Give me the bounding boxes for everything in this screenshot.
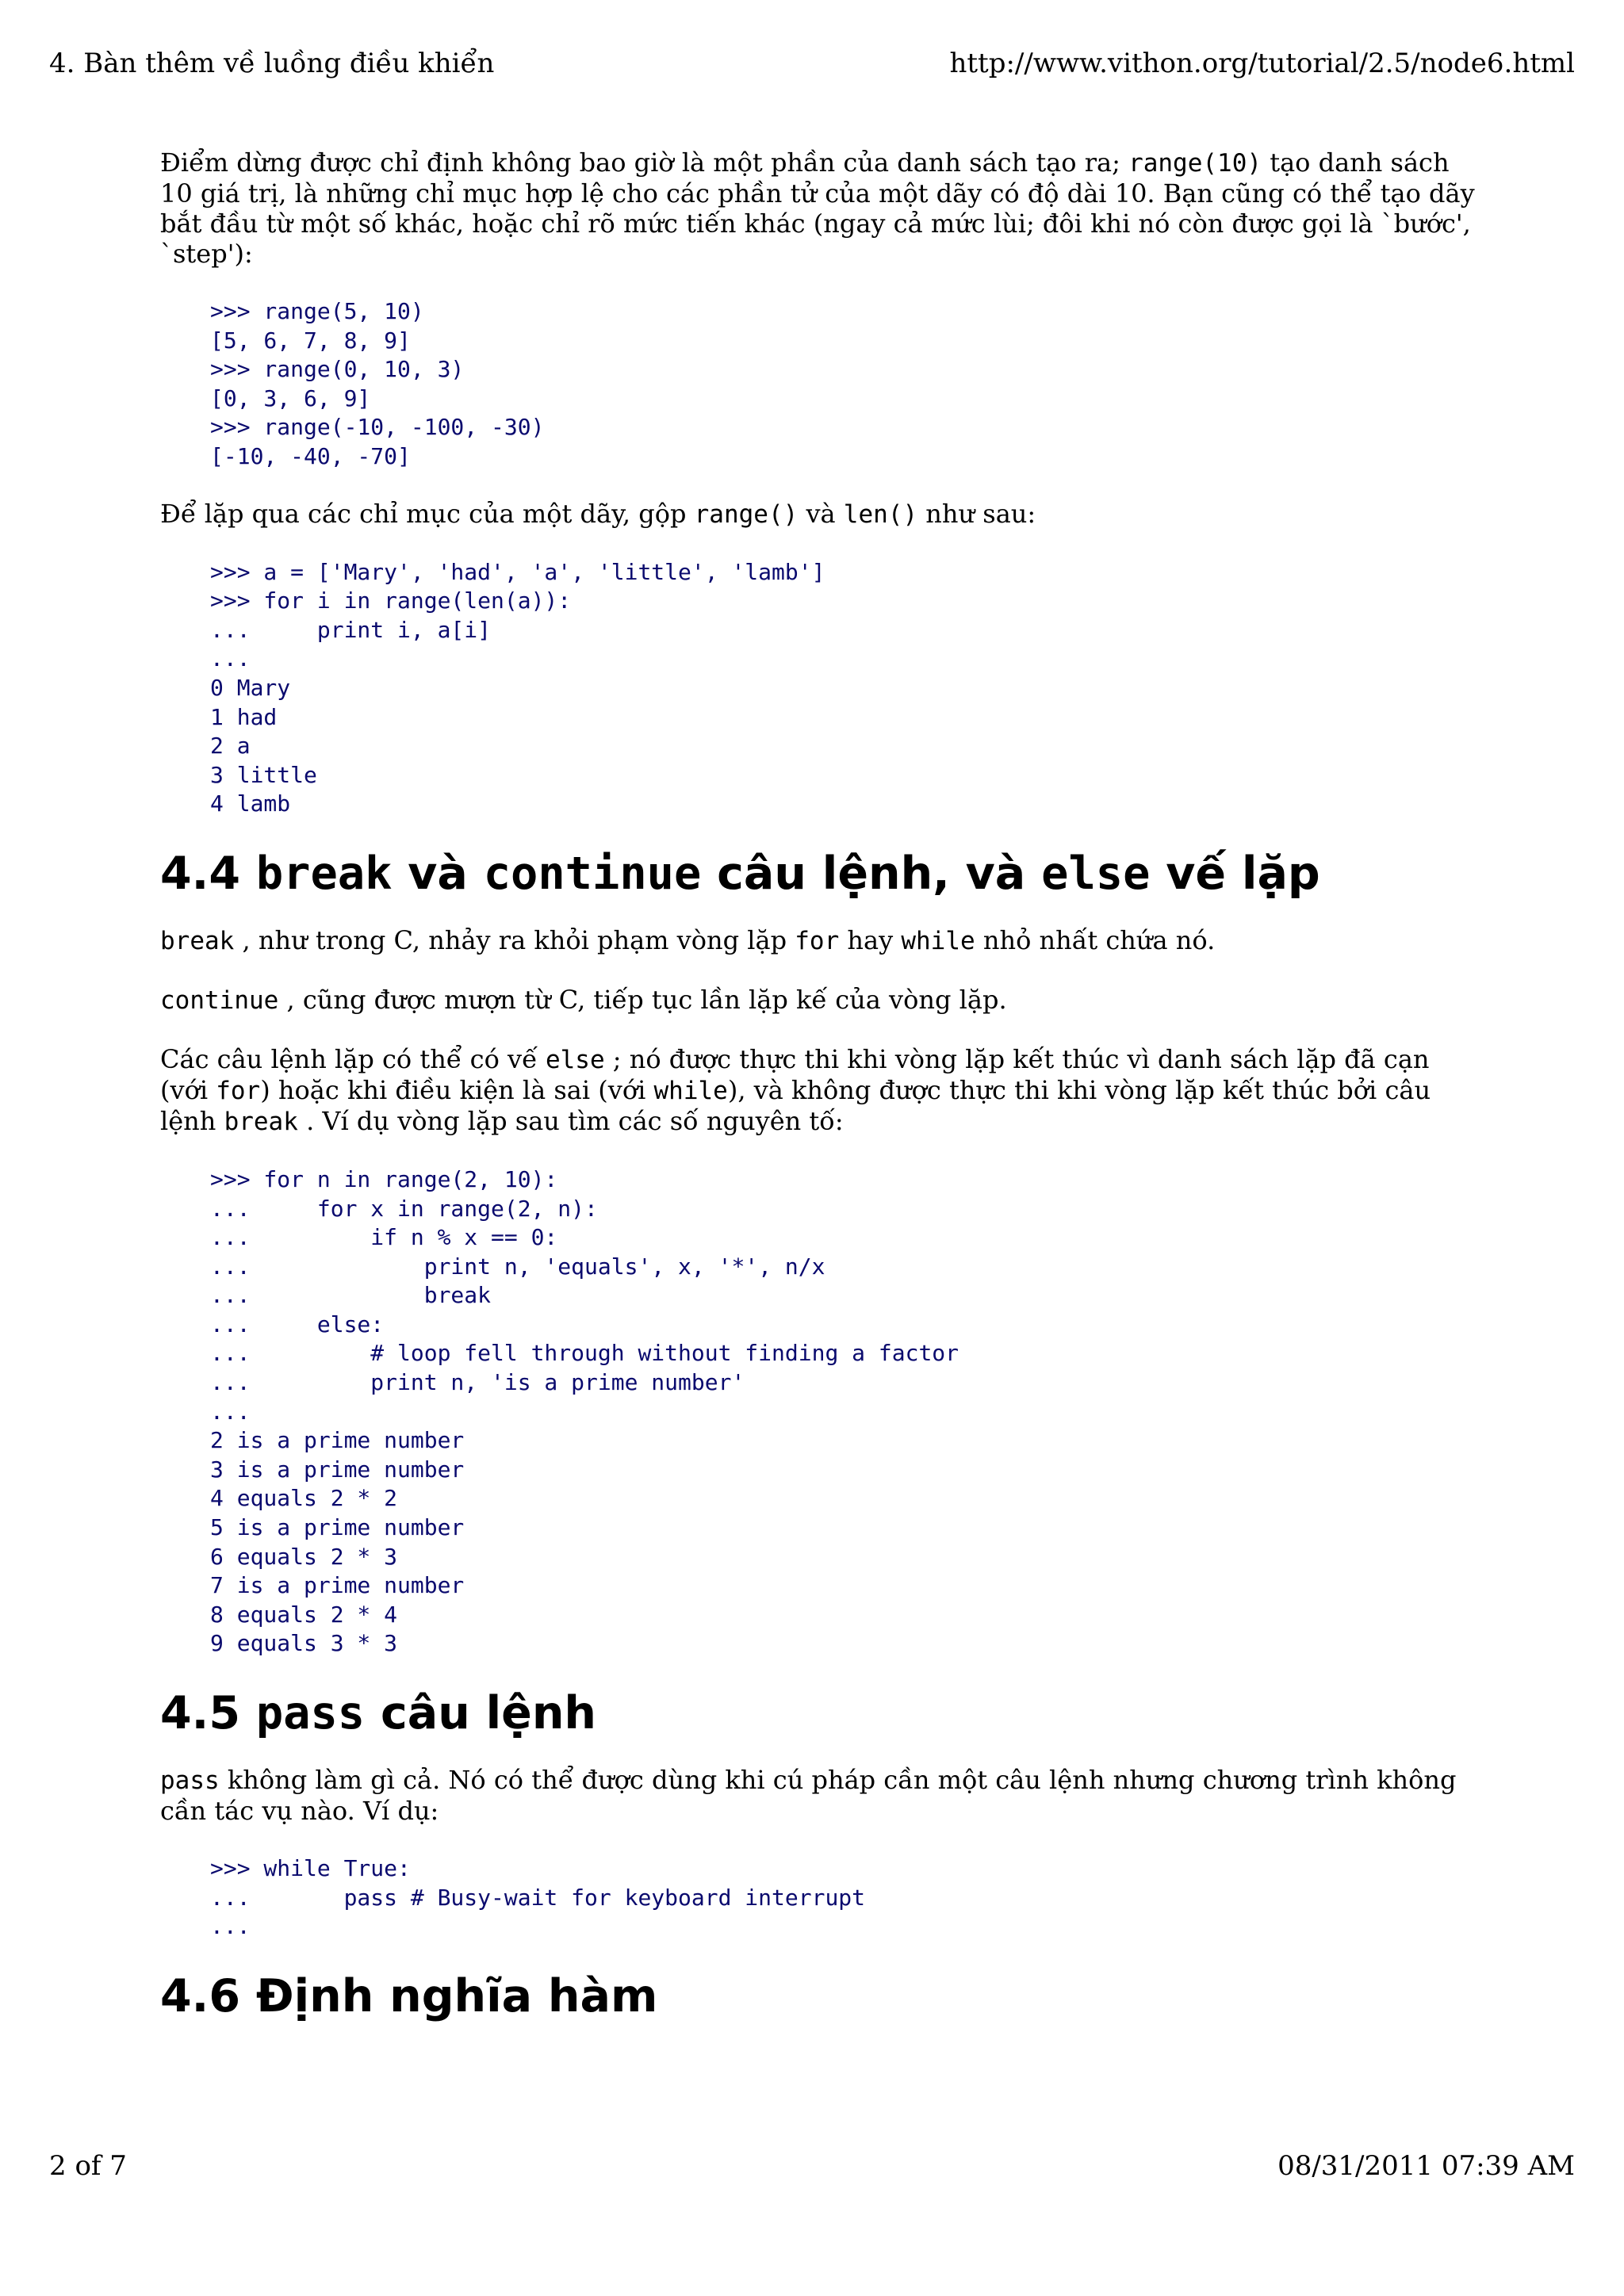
text: ), và không được thực thi khi vòng lặp kết thúc bởi câu lệnh	[160, 1074, 1431, 1136]
inline-code: while	[653, 1076, 728, 1105]
text: tạo danh sách 10 giá trị, là những chỉ mục hợp lệ cho các phần tử của một dãy có độ dài 10. Bạn cũng có thể tạo dãy bắt đầu từ một số khác, hoặc chỉ rõ mức tiến khác (ngay cả mức lùi; đôi khi nó còn được gọi là `bước', `step'):	[160, 147, 1475, 269]
paragraph-range-intro	[160, 147, 1477, 269]
inline-code: for	[795, 926, 840, 955]
inline-code: range()	[694, 499, 799, 529]
section-heading-4-4	[160, 846, 1477, 901]
text: nhỏ nhất chứa nó.	[975, 924, 1216, 955]
inline-code: pass	[160, 1766, 220, 1795]
heading-number: 4.4	[160, 847, 256, 900]
paragraph-break	[160, 925, 1477, 956]
code-block-iterate: >>> a = ['Mary', 'had', 'a', 'little', 'lamb'] >>> for i in range(len(a)): ... print i, a[i] ... 0 Mary 1 had 2 a 3 little 4 lamb	[210, 558, 825, 817]
paragraph-continue	[160, 985, 1477, 1016]
inline-code: continue	[160, 985, 279, 1015]
inline-code: while	[901, 926, 975, 955]
footer-page-number: 2 of 7	[49, 2150, 127, 2182]
text: Các câu lệnh lặp có thể có vế	[160, 1043, 546, 1074]
document-body	[160, 147, 1477, 2048]
text: và	[798, 498, 844, 529]
code-block-range: >>> range(5, 10) [5, 6, 7, 8, 9] >>> range(0, 10, 3) [0, 3, 6, 9] >>> range(-10, -100, -30) [-10, -40, -70]	[210, 298, 545, 469]
inline-code: for	[216, 1076, 261, 1105]
heading-keyword: else	[1041, 847, 1151, 900]
text: ; nó được thực thi khi vòng lặp kết thúc vì danh sách lặp đã cạn (với	[160, 1043, 1430, 1105]
text: hay	[839, 924, 902, 955]
text: Điểm dừng được chỉ định không bao giờ là một phần của danh sách tạo ra;	[160, 147, 1129, 178]
inline-code: break	[160, 926, 235, 955]
text: . Ví dụ vòng lặp sau tìm các số nguyên tố:	[297, 1105, 844, 1136]
code-block-pass: >>> while True: ... pass # Busy-wait for keyboard interrupt ...	[210, 1855, 866, 1940]
heading-text: vế lặp	[1150, 847, 1320, 900]
inline-code: else	[545, 1045, 605, 1074]
heading-keyword: break	[255, 847, 393, 900]
heading-keyword: pass	[255, 1687, 366, 1739]
text: như sau:	[917, 498, 1036, 529]
heading-keyword: continue	[483, 847, 702, 900]
paragraph-else-clause	[160, 1044, 1477, 1137]
header-url: http://www.vithon.org/tutorial/2.5/node6.html	[949, 48, 1575, 79]
heading-text: câu lệnh, và	[701, 847, 1042, 900]
heading-number: 4.5	[160, 1687, 256, 1739]
text: ) hoặc khi điều kiện là sai (với	[260, 1074, 654, 1105]
inline-code: len()	[843, 499, 918, 529]
paragraph-range-len	[160, 499, 1477, 530]
text: Để lặp qua các chỉ mục của một dãy, gộp	[160, 498, 695, 529]
footer-datetime: 08/31/2011 07:39 AM	[1277, 2150, 1575, 2182]
header-title: 4. Bàn thêm về luồng điều khiển	[49, 48, 495, 79]
heading-text: câu lệnh	[365, 1687, 596, 1739]
paragraph-pass	[160, 1765, 1477, 1826]
inline-code: break	[224, 1107, 298, 1136]
inline-code: range(10)	[1128, 149, 1262, 178]
text: không làm gì cả. Nó có thể được dùng khi cú pháp cần một câu lệnh nhưng chương trình không cần tác vụ nào. Ví dụ:	[160, 1765, 1457, 1826]
heading-text: và	[392, 847, 484, 900]
text: , như trong C, nhảy ra khỏi phạm vòng lặp	[234, 924, 795, 955]
section-heading-4-5	[160, 1686, 1477, 1741]
section-heading-4-6: 4.6 Định nghĩa hàm	[160, 1969, 658, 2022]
code-block-primes: >>> for n in range(2, 10): ... for x in range(2, n): ... if n % x == 0: ... print n, 'equals', x, '*', n/x ... break ... else: ... # loop fell through without finding a factor ... print n, 'is a prime number' ... 2 is a prime number 3 is a prime number 4 equals 2 * 2 5 is a prime number 6 equals 2 * 3 7 is a prime number 8 equals 2 * 4 9 equals 3 * 3	[210, 1165, 959, 1657]
text: , cũng được mượn từ C, tiếp tục lần lặp kế của vòng lặp.	[278, 984, 1007, 1015]
